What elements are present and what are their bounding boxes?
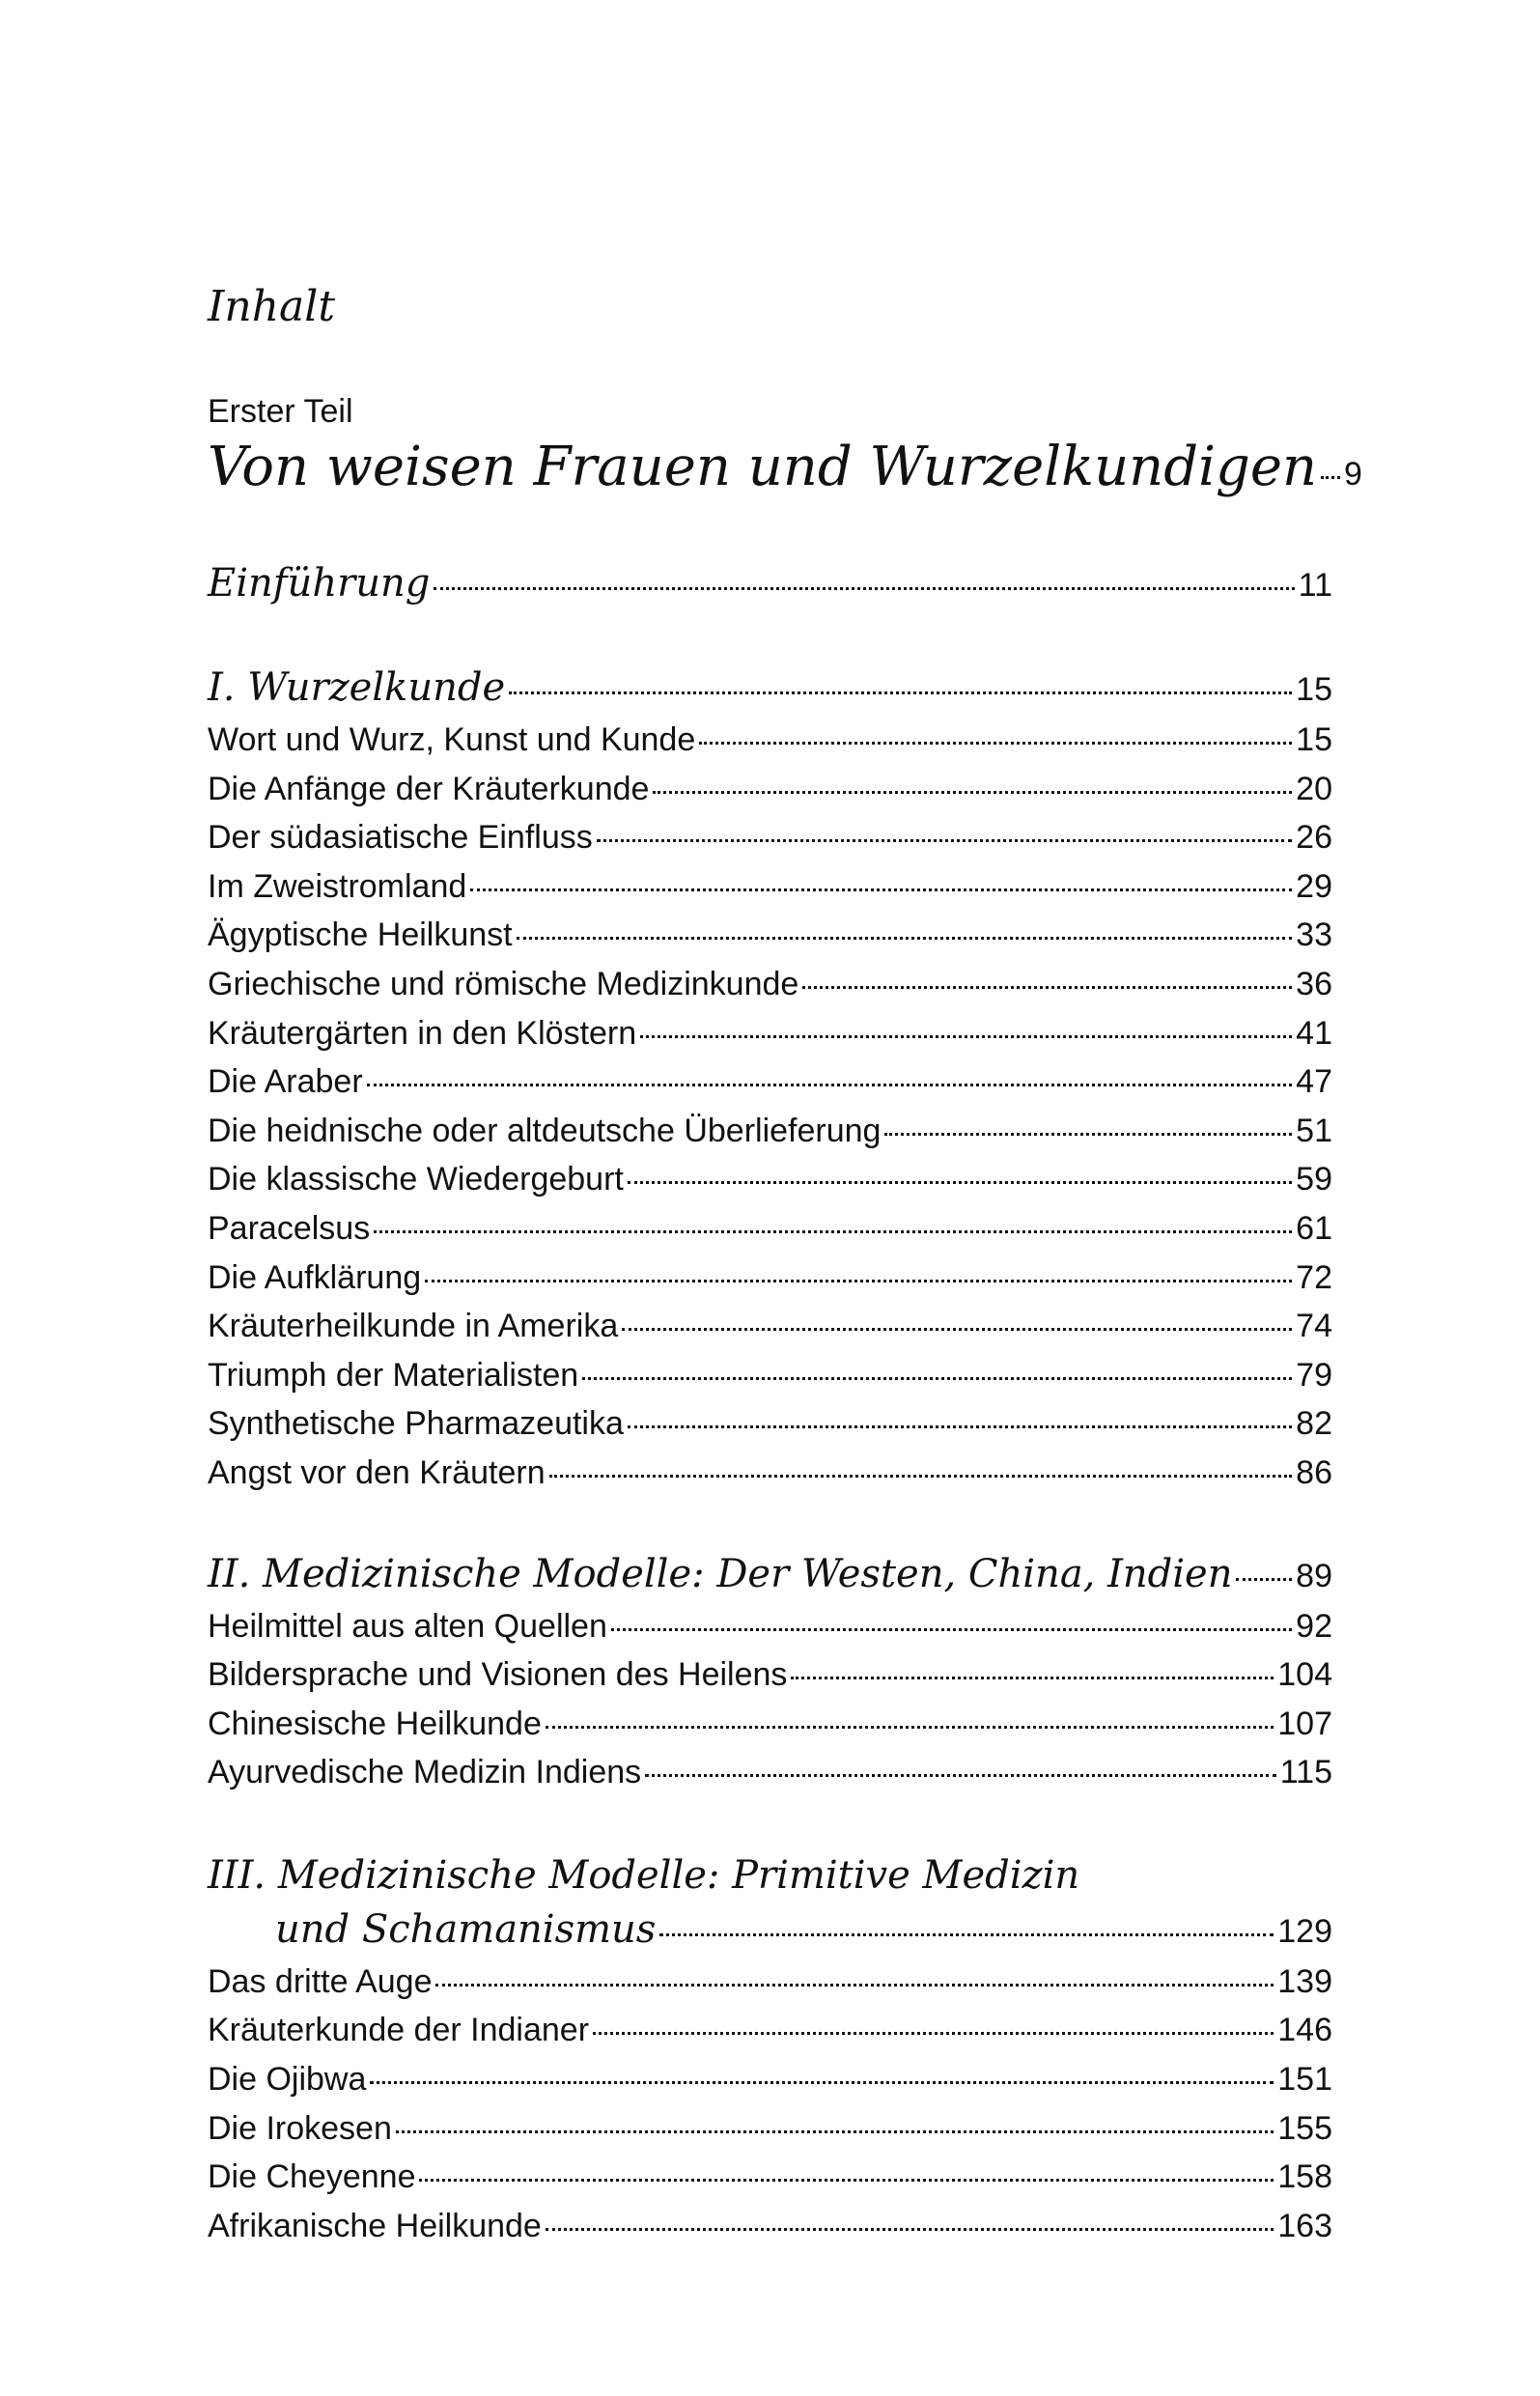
chapter-row[interactable] (208, 662, 1332, 716)
chapter-2 (208, 1548, 1332, 1797)
dot-leader (884, 1133, 1292, 1136)
dot-leader (434, 587, 1294, 590)
entry-title: Wort und Wurz, Kunst und Kunde (208, 721, 696, 758)
page-number: 89 (1296, 1557, 1332, 1594)
toc-entry[interactable] (208, 813, 1332, 862)
dot-leader (370, 2081, 1274, 2084)
page-number: 163 (1277, 2207, 1332, 2244)
entry-title: Die Anfänge der Kräuterkunde (208, 770, 650, 807)
entry-title: Kräuterheilkunde in Amerika (208, 1308, 619, 1345)
entry-title: Die klassische Wiedergeburt (208, 1161, 624, 1198)
toc-entry[interactable] (208, 1748, 1332, 1797)
page-number: 158 (1277, 2158, 1332, 2196)
entry-title: Kräuterkunde der Indianer (208, 2012, 590, 2049)
page-number: 139 (1277, 1962, 1332, 2000)
entry-title: Die Cheyenne (208, 2158, 416, 2196)
chapter-entries (208, 716, 1332, 1498)
toc-entry[interactable] (208, 1399, 1332, 1449)
chapter-title-line2: und Schamanismus (275, 1906, 657, 1952)
entry-title: Paracelsus (208, 1209, 371, 1247)
toc-entry[interactable] (208, 1351, 1332, 1400)
dot-leader (653, 791, 1292, 794)
entry-title: Der südasiatische Einfluss (208, 819, 593, 857)
entry-title: Die Araber (208, 1063, 363, 1101)
dot-leader (628, 1425, 1292, 1428)
dot-leader (593, 2032, 1274, 2035)
toc-entry[interactable] (208, 2055, 1332, 2104)
toc-entry[interactable] (208, 1107, 1332, 1156)
part-title: Von weisen Frauen und Wurzelkundigen (208, 436, 1318, 498)
dot-leader (517, 937, 1293, 940)
toc-entry[interactable] (208, 2104, 1332, 2154)
dot-leader (597, 839, 1292, 842)
chapter-row[interactable] (208, 1903, 1332, 1958)
toc-entry[interactable] (208, 960, 1332, 1009)
dot-leader (425, 1280, 1292, 1283)
entry-title: Griechische und römische Medizinkunde (208, 965, 799, 1002)
toc-entry[interactable] (208, 2202, 1332, 2251)
chapter-title: II. Medizinische Modelle: Der Westen, China, Indien (208, 1551, 1233, 1596)
toc-entry[interactable] (208, 1254, 1332, 1303)
page-number: 26 (1296, 819, 1332, 857)
page-number: 15 (1296, 671, 1332, 708)
entry-title: Das dritte Auge (208, 1962, 433, 2000)
chapter-1 (208, 662, 1332, 1498)
toc-entry[interactable] (208, 862, 1332, 912)
entry-title: Die heidnische oder altdeutsche Überlieferung (208, 1112, 882, 1149)
toc-entry[interactable] (208, 1302, 1332, 1351)
page-number: 74 (1296, 1308, 1332, 1345)
dot-leader (645, 1774, 1276, 1777)
chapter-entries (208, 1958, 1332, 2251)
chapter-title-line1: III. Medizinische Modelle: Primitive Medizin (208, 1852, 1080, 1898)
entry-title: Die Irokesen (208, 2109, 392, 2147)
page-number: 129 (1277, 1912, 1332, 1950)
page-number: 41 (1296, 1014, 1332, 1052)
page-number: 61 (1296, 1209, 1332, 1247)
page-number: 86 (1296, 1453, 1332, 1491)
entry-title: Afrikanische Heilkunde (208, 2207, 542, 2244)
chapter-title: Einführung (208, 561, 431, 606)
page-number: 82 (1296, 1405, 1332, 1443)
entry-title: Chinesische Heilkunde (208, 1705, 542, 1742)
part-title-row[interactable] (208, 433, 1362, 509)
page-number: 107 (1277, 1705, 1332, 1742)
dot-leader (659, 1933, 1274, 1936)
entry-title: Synthetische Pharmazeutika (208, 1405, 624, 1443)
page-number: 20 (1296, 770, 1332, 807)
page-number: 72 (1296, 1258, 1332, 1296)
toc-entry[interactable] (208, 1204, 1332, 1254)
page-number: 33 (1296, 916, 1332, 954)
page-number: 47 (1296, 1063, 1332, 1101)
page-number: 29 (1296, 867, 1332, 905)
toc-entry[interactable] (208, 1449, 1332, 1498)
dot-leader (582, 1377, 1292, 1380)
dot-leader (435, 1984, 1274, 1987)
entry-title: Die Ojibwa (208, 2061, 367, 2099)
dot-leader (699, 742, 1292, 745)
toc-entry[interactable] (208, 1602, 1332, 1651)
dot-leader (396, 2130, 1274, 2133)
dot-leader (611, 1628, 1292, 1631)
entry-title: Ägyptische Heilkunst (208, 916, 513, 954)
toc-entry[interactable] (208, 1155, 1332, 1204)
entry-title: Heilmittel aus alten Quellen (208, 1607, 607, 1645)
toc-entry[interactable] (208, 716, 1332, 765)
entry-title: Ayurvedische Medizin Indiens (208, 1754, 642, 1791)
page-number: 9 (1344, 456, 1362, 493)
page-number: 155 (1277, 2109, 1332, 2147)
chapter-row[interactable] (208, 1548, 1332, 1602)
dot-leader (549, 1475, 1293, 1478)
entry-title: Bildersprache und Visionen des Heilens (208, 1656, 788, 1694)
toc-entry[interactable] (208, 1650, 1332, 1700)
page-number: 36 (1296, 965, 1332, 1002)
toc-entry[interactable] (208, 765, 1332, 814)
table-of-contents (208, 280, 1362, 2250)
dot-leader (546, 2228, 1274, 2231)
part-label: Erster Teil (208, 393, 353, 430)
chapter-entries (208, 1602, 1332, 1797)
dot-leader (470, 888, 1292, 891)
dot-leader (546, 1726, 1274, 1729)
toc-entry[interactable] (208, 1057, 1332, 1107)
dot-leader (628, 1181, 1292, 1184)
toc-entry[interactable] (208, 1700, 1332, 1749)
entry-title: Im Zweistromland (208, 867, 467, 905)
page-number: 11 (1298, 567, 1332, 604)
toc-entry[interactable] (208, 1009, 1332, 1058)
page-number: 151 (1277, 2061, 1332, 2099)
entry-title: Die Aufklärung (208, 1258, 422, 1296)
page-number: 115 (1279, 1754, 1332, 1791)
toc-heading: Inhalt (208, 282, 336, 331)
dot-leader (374, 1230, 1292, 1233)
page-number: 15 (1296, 721, 1332, 758)
page-number: 146 (1277, 2012, 1332, 2049)
dot-leader (1236, 1578, 1292, 1581)
toc-entry[interactable] (208, 2153, 1332, 2202)
page-number: 79 (1296, 1356, 1332, 1394)
page-number: 92 (1296, 1607, 1332, 1645)
dot-leader (367, 1084, 1293, 1086)
dot-leader (509, 691, 1292, 694)
page-number: 51 (1296, 1112, 1332, 1149)
entry-title: Kräutergärten in den Klöstern (208, 1014, 637, 1052)
dot-leader (802, 986, 1292, 989)
page-number: 59 (1296, 1161, 1332, 1198)
dot-leader (1321, 476, 1340, 479)
entry-title: Triumph der Materialisten (208, 1356, 579, 1394)
dot-leader (791, 1677, 1274, 1679)
page-number: 104 (1277, 1656, 1332, 1694)
introduction-row[interactable] (208, 557, 1332, 611)
dot-leader (640, 1035, 1292, 1038)
dot-leader (419, 2179, 1274, 2182)
toc-entry[interactable] (208, 911, 1332, 960)
dot-leader (622, 1328, 1292, 1331)
toc-entry[interactable] (208, 1958, 1332, 2007)
chapter-3 (208, 1847, 1332, 1958)
toc-entry[interactable] (208, 2006, 1332, 2055)
chapter-title: I. Wurzelkunde (208, 665, 506, 710)
entry-title: Angst vor den Kräutern (208, 1453, 546, 1491)
